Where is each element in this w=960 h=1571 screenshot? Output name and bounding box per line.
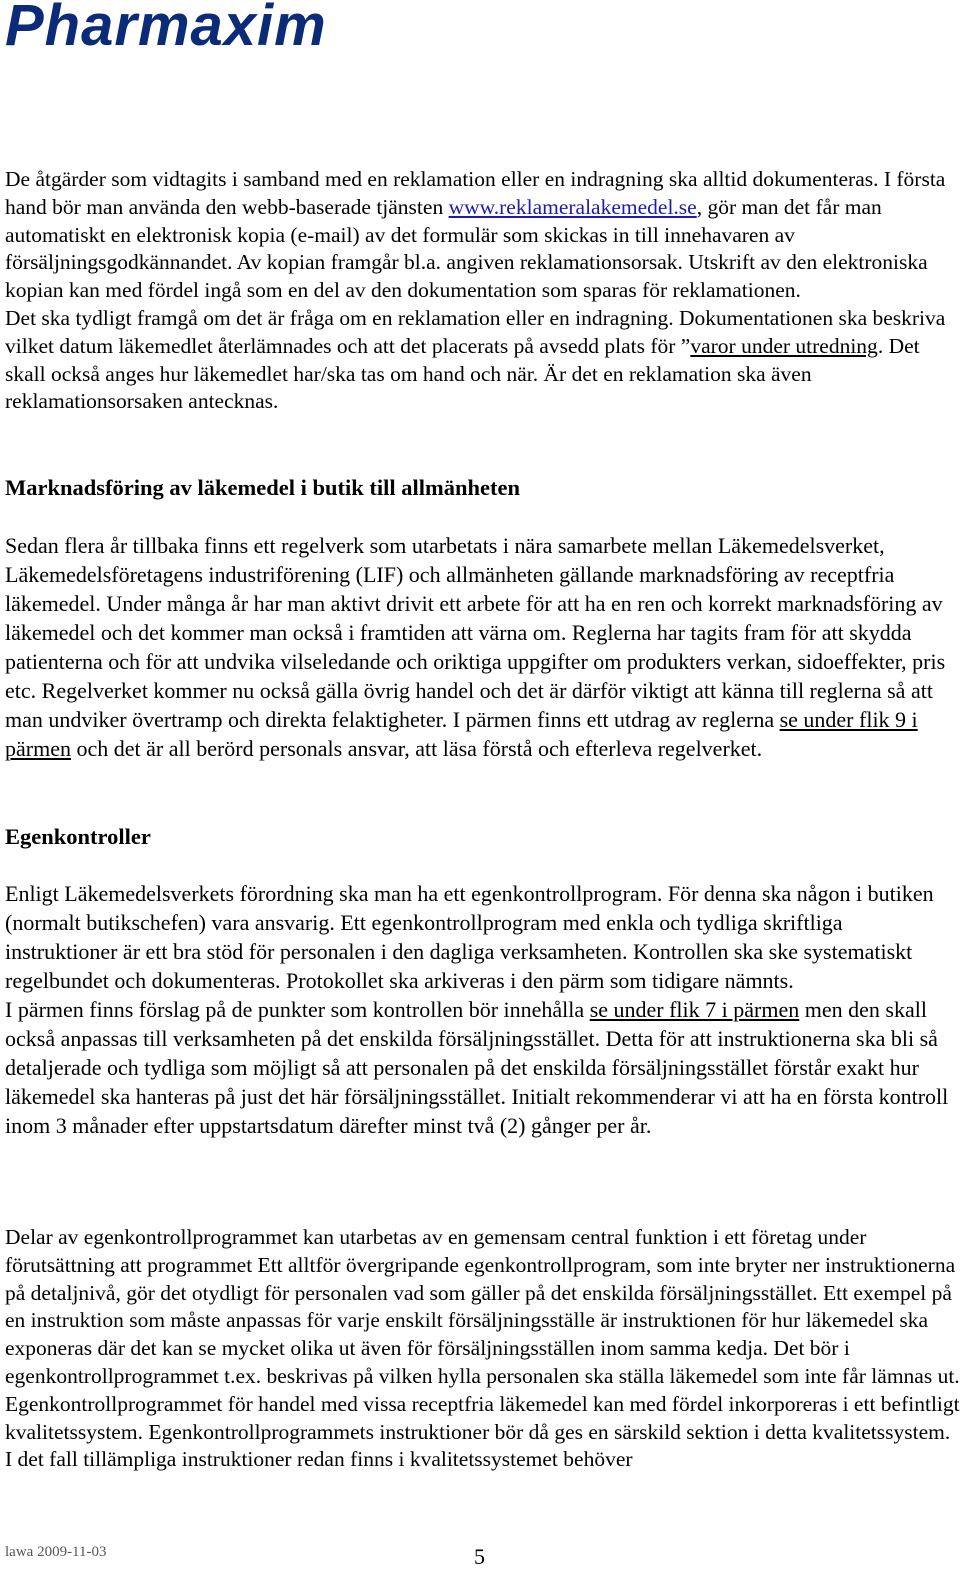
flik-9-ref: se under flik 9 i pärmen: [5, 707, 918, 761]
flik-7-ref: se under flik 7 i pärmen: [589, 997, 800, 1022]
heading-egenkontroller: Egenkontroller: [5, 824, 151, 849]
paragraph-forordning: Enligt Läkemedelsverkets förordning ska man ha ett egenkontrollprogram. För denna ska någon i butiken (normalt butikschefen) vara ansvarig. Ett egenkontrollprogram med enkla och tydliga skriftliga instruktioner är ett bra stöd för personalen i den dagliga verksamheten. Kontrollen ska ske systematiskt regelbundet och dokumenteras. Protokollet ska arkiveras i den pärm som tidigare nämnts.: [5, 881, 934, 993]
paragraph-central-funktion: Delar av egenkontrollprogrammet kan utarbetas av en gemensam central funktion i ett företag under förutsättning att programmet Ett alltför övergripande egenkontrollprogram, som inte bryter ner instruktionerna på detaljnivå, gör det otydligt för personalen vad som gäller på det enskilda försäljningsstället. Ett exempel på en instruktion som måste anpassas för varje enskilt försäljningsställe är instruktionen för hur läkemedel ska exponeras där det kan se mycket olika ut även för försäljningsställen inom samma kedja. Det bör i egenkontrollprogrammet t.ex. beskrivas på vilken hylla personalen ska ställa läkemedel som inte får lämnas ut. Egenkontrollprogrammet för handel med vissa receptfria läkemedel kan med fördel inkorporeras i ett befintligt kvalitetssystem. Egenkontrollprogrammets instruktioner bör då ges en särskild sektion i detta kvalitetssystem. I det fall tillämpliga instruktioner redan finns i kvalitetssystemet behöver: [5, 1225, 960, 1472]
page-number: 5: [474, 1544, 485, 1569]
paragraph-documentation: De åtgärder som vidtagits i samband med en reklamation eller en indragning ska alltid dokumenteras. I första hand bör man använda den webb-baserade tjänsten www.reklameralakemedel.se, gör man det får man automatiskt en elektronisk kopia (e-mail) av det formulär som skickas in till innehavaren av försäljningsgodkännandet. Av kopian framgår bl.a. angiven reklamationsorsak. Utskrift av den elektroniska kopian kan med fördel ingå som en del av den dokumentation som sparas för reklamationen.: [5, 167, 946, 303]
section-marknadsforing-text: Sedan flera år tillbaka finns ett regelverk som utarbetats i nära samarbete mellan Läkemedelsverket, Läkemedelsföretagens industriförening (LIF) och allmänheten gällande marknadsföring av receptfria läkemedel. Under många år har man aktivt drivit ett arbete för att ha en ren och korrekt marknadsföring av läkemedel och det kommer man också i framtiden att värna om. Reglerna har tagits fram för att skydda patienterna och för att undvika vilseledande och oriktiga uppgifter om produkters verkan, sidoeffekter, pris etc. Regelverket kommer nu också gälla övrig handel och det är därför viktigt att känna till reglerna så att man undviker övertramp och direkta felaktigheter. I pärmen finns ett utdrag av reglerna se under flik 9 i pärmen och det är all berörd personals ansvar, att läsa förstå och efterleva regelverket.: [5, 533, 946, 761]
footer-author-date: lawa 2009-11-03: [5, 1544, 107, 1560]
section-reklamation-text: [5, 166, 960, 416]
section-egenkontroller-text: [5, 879, 960, 1140]
reklameralakemedel-link[interactable]: www.reklameralakemedel.se: [448, 194, 697, 219]
heading-marknadsforing: Marknadsföring av läkemedel i butik till allmänheten: [5, 475, 521, 500]
varor-under-utredning-ref: varor under utredning: [690, 333, 878, 358]
paragraph-reklamation-indragning: Det ska tydligt framgå om det är fråga om en reklamation eller en indragning. Dokumentationen ska beskriva vilket datum läkemedlet återlämnades och att det placerats på avsedd plats för ”varor under utredning. Det skall också anges hur läkemedlet har/ska tas om hand och när. Är det en reklamation ska även reklamationsorsaken antecknas.: [5, 305, 946, 414]
pharmaxim-logo: Pharmaxim: [5, 0, 327, 58]
paragraph-parmen-forslag: I pärmen finns förslag på de punkter som kontrollen bör innehålla se under flik 7 i pärmen men den skall också anpassas till verksamheten på det enskilda försäljningsstället. Detta för att instruktionerna ska bli så detaljerade och tydliga som möjligt så att personalen på det enskilda försäljningsstället förstår exakt hur läkemedel ska hanteras på just det här försäljningsstället. Initialt rekommenderar vi att ha en första kontroll inom 3 månader efter uppstartsdatum därefter minst två (2) gånger per år.: [5, 997, 949, 1138]
